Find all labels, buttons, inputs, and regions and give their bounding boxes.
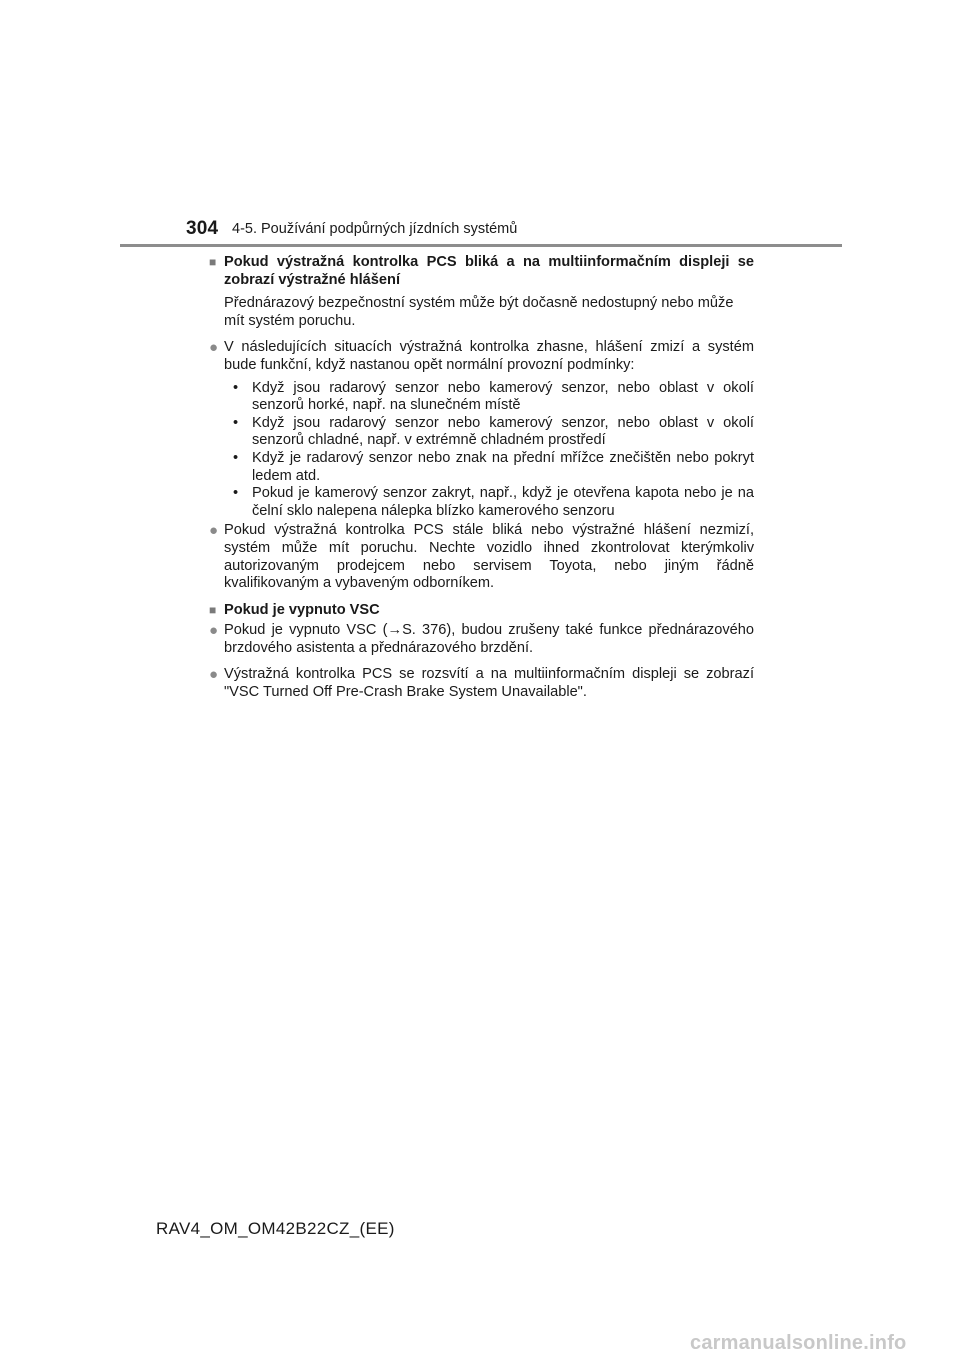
circle-bullet-icon: ● bbox=[209, 522, 219, 540]
document-code: RAV4_OM_OM42B22CZ_(EE) bbox=[156, 1219, 395, 1238]
dot-marker: • bbox=[233, 449, 239, 466]
sub-item bbox=[233, 415, 754, 450]
circle-bullet-icon: ● bbox=[209, 666, 219, 684]
square-bullet-icon: ■ bbox=[209, 602, 217, 617]
bullet-text: V následujících situacích výstražná kontrolka zhasne, hlášení zmizí a systém bude funkční, když nastanou opět normální provozní podmínky: bbox=[224, 339, 754, 373]
sub-item-text: Pokud je kamerový senzor zakryt, např., když je otevřena kapota nebo je na čelní sklo nalepena nálepka blízko kamerového senzoru bbox=[252, 485, 754, 519]
sub-item-text: Když jsou radarový senzor nebo kamerový senzor, nebo oblast v okolí senzorů chladné, např. v extrémně chladném prostředí bbox=[252, 414, 754, 449]
bullet-text: Výstražná kontrolka PCS se rozsvítí a na multiinformačním displeji se zobrazí "VSC Turned Off Pre-Crash Brake System Unavailable". bbox=[224, 666, 754, 701]
sub-item bbox=[233, 450, 754, 485]
page-content bbox=[209, 254, 754, 711]
sub-item bbox=[233, 485, 754, 520]
sub-item-text: Když jsou radarový senzor nebo kamerový senzor, nebo oblast v okolí senzorů horké, např. na slunečném místě bbox=[252, 379, 754, 414]
sub-item bbox=[233, 380, 754, 415]
sub-list bbox=[233, 380, 754, 521]
section-heading bbox=[209, 254, 754, 289]
square-bullet-icon: ■ bbox=[209, 255, 217, 269]
sub-item-text: Když je radarový senzor nebo znak na přední mřížce znečištěn nebo pokryt ledem atd. bbox=[252, 449, 754, 484]
watermark: carmanualsonline.info bbox=[690, 1332, 907, 1354]
bullet-item bbox=[209, 666, 754, 701]
bullet-item bbox=[209, 339, 754, 374]
section-title: 4-5. Používání podpůrných jízdních systémů bbox=[232, 221, 518, 237]
circle-bullet-icon: ● bbox=[209, 622, 219, 640]
bullet-text: Pokud je vypnuto VSC (→S. 376), budou zrušeny také funkce přednárazového brzdového asistenta a přednárazového brzdění. bbox=[224, 622, 754, 656]
section-heading-text: Pokud výstražná kontrolka PCS bliká a na multiinformačním displeji se zobrazí výstražné hlášení bbox=[224, 254, 754, 288]
dot-marker: • bbox=[233, 414, 239, 431]
dot-marker: • bbox=[233, 485, 239, 502]
body-paragraph: Přednárazový bezpečnostní systém může být dočasně nedostupný nebo může mít systém poruchu. bbox=[224, 295, 734, 329]
page-number: 304 bbox=[186, 218, 219, 239]
bullet-item bbox=[209, 622, 754, 657]
section-heading-text: Pokud je vypnuto VSC bbox=[224, 601, 380, 618]
dot-marker: • bbox=[233, 379, 239, 396]
circle-bullet-icon: ● bbox=[209, 339, 219, 357]
bullet-item bbox=[209, 522, 754, 592]
bullet-text: Pokud výstražná kontrolka PCS stále bliká nebo výstražné hlášení nezmizí, systém může mít poruchu. Nechte vozidlo ihned zkontrolovat kterýmkoliv autorizovaným prodejcem nebo servisem Toyota, nebo jiným řádně kvalifikovaným a vybaveným odborníkem. bbox=[224, 522, 754, 592]
header-divider bbox=[120, 244, 842, 247]
section-heading bbox=[209, 602, 754, 620]
